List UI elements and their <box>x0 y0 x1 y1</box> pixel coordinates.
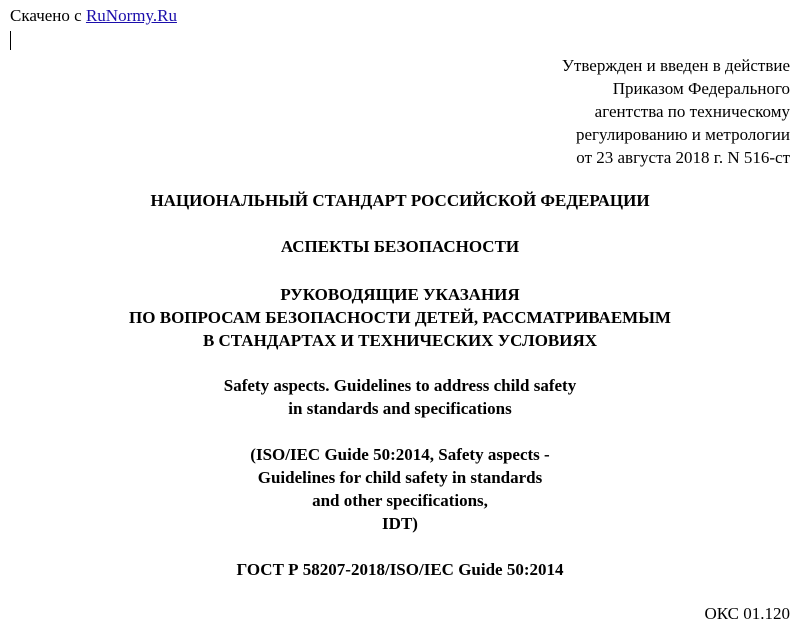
guidance-line: ПО ВОПРОСАМ БЕЗОПАСНОСТИ ДЕТЕЙ, РАССМАТРИВАЕМЫМ <box>129 308 671 327</box>
text-caret <box>10 31 11 50</box>
iso-reference <box>0 443 800 535</box>
approval-line: регулированию и метрологии <box>575 125 790 144</box>
english-title-line: in standards and specifications <box>288 399 512 418</box>
source-link[interactable]: RuNormy.Ru <box>85 6 177 25</box>
approval-line: Приказом Федерального <box>612 79 790 98</box>
approval-block <box>562 54 790 169</box>
source-prefix: Скачено с <box>10 6 86 25</box>
guidance-line: РУКОВОДЯЩИЕ УКАЗАНИЯ <box>280 285 520 304</box>
national-standard-text: НАЦИОНАЛЬНЫЙ СТАНДАРТ РОССИЙСКОЙ ФЕДЕРАЦИИ <box>150 191 650 210</box>
national-standard-heading <box>0 189 800 212</box>
gost-number: ГОСТ Р 58207-2018/ISO/IEC Guide 50:2014 <box>236 560 564 579</box>
iso-reference-line: and other specifications, <box>312 491 488 510</box>
guidance-heading <box>0 283 800 352</box>
iso-reference-line: Guidelines for child safety in standards <box>257 468 543 487</box>
approval-line: Утвержден и введен в действие <box>561 56 790 75</box>
approval-line: от 23 августа 2018 г. N 516-ст <box>576 148 790 167</box>
oks-code: ОКС 01.120 <box>704 604 790 623</box>
english-title <box>0 374 800 420</box>
aspects-heading <box>0 235 800 258</box>
approval-line: агентства по техническому <box>594 102 790 121</box>
source-line <box>10 6 177 26</box>
iso-reference-line: (ISO/IEC Guide 50:2014, Safety aspects - <box>250 445 550 464</box>
aspects-text: АСПЕКТЫ БЕЗОПАСНОСТИ <box>280 237 520 256</box>
gost-number-heading <box>0 558 800 581</box>
english-title-line: Safety aspects. Guidelines to address child safety <box>223 376 577 395</box>
guidance-line: В СТАНДАРТАХ И ТЕХНИЧЕСКИХ УСЛОВИЯХ <box>202 331 598 350</box>
iso-reference-line: IDT) <box>382 514 418 533</box>
